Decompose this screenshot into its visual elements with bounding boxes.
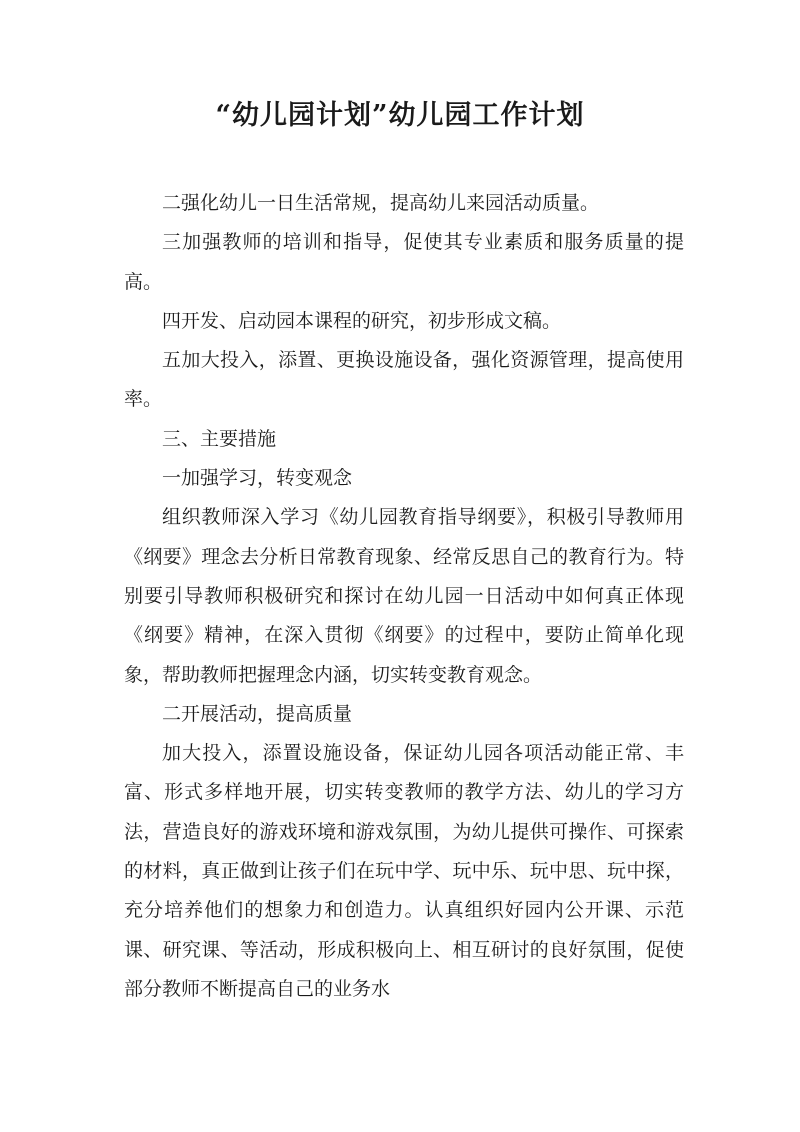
subheading-activities: 二开展活动，提高质量 [162,702,353,725]
subheading-study: 一加强学习，转变观念 [162,467,353,490]
paragraph-goal-four: 四开发、启动园本课程的研究，初步形成文稿。 [162,309,562,332]
document-title: “幼儿园计划”幼儿园工作计划 [215,100,585,131]
paragraph-goal-five: 五加大投入，添置、更换设施设备，强化资源管理，提高使用率。 [124,349,684,411]
document-body [124,184,684,1009]
paragraph-goal-two: 二强化幼儿一日生活常规，提高幼儿来园活动质量。 [162,192,600,214]
paragraph-study-body: 组织教师深入学习《幼儿园教育指导纲要》，积极引导教师用《纲要》理念去分析日常教育现象、经常反思自己的教育行为。特别要引导教师积极研究和探讨在幼儿园一日活动中如何真正体现《纲要》精神，在深入贯彻《纲要》的过程中，要防止简单化现象，帮助教师把握理念内涵，切实转变教育观念。 [124,506,684,686]
section-heading-measures: 三、主要措施 [162,427,277,450]
paragraph-goal-three: 三加强教师的培训和指导，促使其专业素质和服务质量的提高。 [124,231,684,293]
paragraph-activities-body: 加大投入，添置设施设备，保证幼儿园各项活动能正常、丰富、形式多样地开展，切实转变教师的教学方法、幼儿的学习方法，营造良好的游戏环境和游戏氛围，为幼儿提供可操作、可探索的材料，真正做到让孩子们在玩中学、玩中乐、玩中思、玩中探，充分培养他们的想象力和创造力。认真组织好园内公开课、示范课、研究课、等活动，形成积极向上、相互研讨的良好氛围，促使部分教师不断提高自己的业务水 [124,742,684,1000]
